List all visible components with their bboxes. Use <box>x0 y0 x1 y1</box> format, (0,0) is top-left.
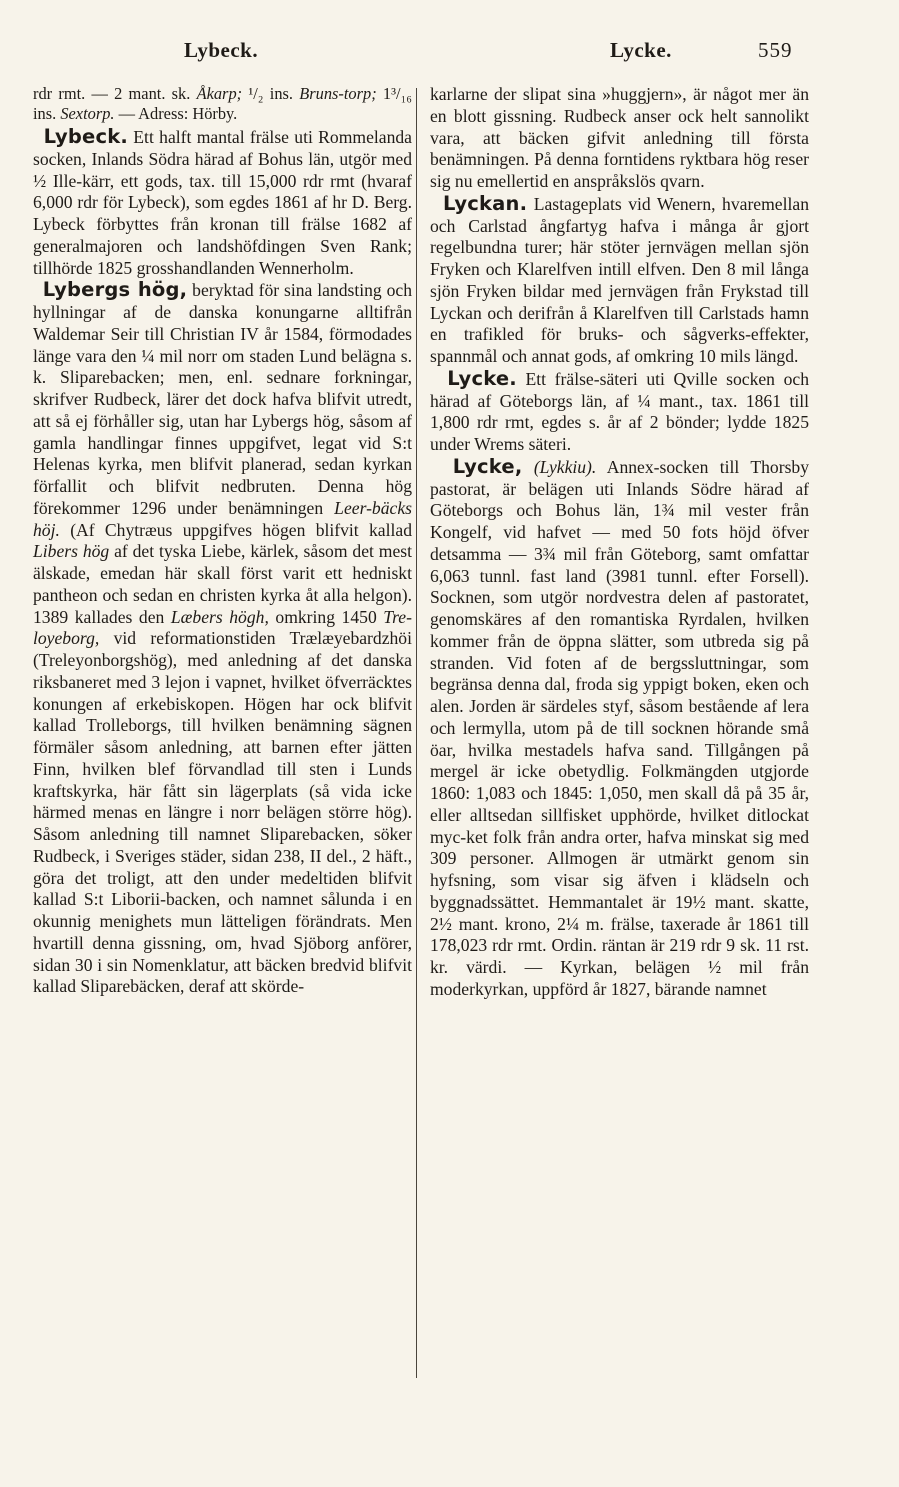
headword-lycke-2: Lycke, <box>452 454 523 478</box>
intro-text-1: rdr rmt. — 2 mant. sk. <box>33 84 197 103</box>
entry-lybergs-italic-d: Tre-loyeborg, <box>33 606 412 649</box>
entry-lycke-socken <box>430 456 809 1001</box>
entry-lycke-2-body: Annex-socken till Thorsby pastorat, är belägen uti Inlands Södre härad af Göteborgs och Bohus län, 1¾ mil vester från Kongelf, vid hafvet — med 50 fots höjd öfver detsamma — 3¾ mil från Göteborg, samt omfattar 6,063 tunnl. fast land (3981 tunnl. efter Forsell). Socknen, som utgör nordvestra delen af pastoratet, genomskäres af den romantiska Ryrdalen, hvilken kommer från de öppna slätter, som utbreda sig på stranden. Vid foten af de bergssluttningar, som begränsa denna dal, froda sig yppigt boken, eken och alen. Jorden är särdeles styf, såsom bestående af lera och lermylla, utom på de till socknen hörande små öar, hvilka mestadels hafva sand. Tillgången på mergel är icke obetydlig. Folkmängden utgjorde 1860: 1,083 och 1845: 1,050, men skall då på 35 år, eller alltsedan sillfisket upphörde, hvilket ditlockat myc-ket folk från andra orter, hafva minskat sig med 309 personer. Allmogen är utmärkt genom sin hyfsning, som visar sig äfven i klädseln och byggnadssättet. Hemmantalet är 19½ mant. skatte, 2½ mant. krono, 2¼ m. frälse, taxerade år 1861 till 178,023 rdr rmt. Ordin. räntan är 219 rdr 9 sk. 11 rst. kr. värdi. — Kyrkan, belägen ½ mil från moderkyrkan, uppförd år 1827, bärande namnet <box>430 456 810 999</box>
entry-lybeck <box>33 126 412 279</box>
headword-lycke-1: Lycke. <box>447 366 517 390</box>
left-running-head: Lybeck. <box>184 38 259 62</box>
entry-lycke-1-body: Ett frälse-säteri uti Qville socken och härad af Göteborgs län, af ¼ mant., tax. 1861 till 1,800 rdr rmt, egdes s. år af 2 bönder; lydde 1825 under Wrems säteri. <box>430 368 810 454</box>
intro-italic-brunstorp: Bruns-torp; <box>299 84 383 103</box>
headword-lybeck: Lybeck. <box>43 125 128 148</box>
entry-lybergs-italic-b: Libers hög <box>33 541 110 562</box>
headword-lycke-2-alt: (Lykkiu). <box>533 456 597 477</box>
page-number: 559 <box>758 38 793 62</box>
entry-lybergs-hog <box>33 279 412 998</box>
intro-italic-akarp: Åkarp; <box>196 84 249 103</box>
intro-fraction-1: ¹/₂ <box>248 84 264 103</box>
entry-lybergs-italic-a: Leer-bäcks höj. <box>33 497 412 540</box>
running-header <box>0 38 899 70</box>
entry-lybergs-italic-c: Læbers högh, <box>170 606 269 627</box>
column-divider <box>416 88 417 1378</box>
intro-italic-sextorp: Sextorp. <box>60 104 115 123</box>
intro-fraction-2: 1³/₁₆ <box>382 84 412 103</box>
intro-address: — Adress: Hörby. <box>114 104 238 123</box>
entry-lybergs-body-1: beryktad för sina landsting och hyllningar af de danska konungarne alltifrån Waldemar Seir till Christian IV år 1584, förmodades länge vara den ¼ mil norr om staden Lund belägna s. k. Sliparebacken; men, enl. sednare forkningar, skrifver Rudbeck, lärer det dock hafva blifvit utredt, att så ej förhåller sig, utan har Lybergs hög, såsom af gamla handlingar finnes uppgifvet, legat vid S:t Helenas kyrka, men blifvit planerad, sedan kyrkan förfallit och blifvit nedbruten. Denna hög förekommer 1296 under benämningen <box>33 280 412 518</box>
right-column <box>430 84 809 1001</box>
intro-paragraph <box>33 84 412 124</box>
continuation-paragraph: karlarne der slipat sina »huggjern», är något mer än en blott gissning. Rudbeck anser ock helt sannolikt vara, att bäcken gifvit anledning till första benämningen. På denna forntidens ryktbara hög reser sig nu emellertid en anspråkslös qvarn. <box>430 84 809 191</box>
entry-lybergs-body-2: (Af Chytræus uppgifves högen blifvit kallad <box>59 519 412 540</box>
entry-lyckan <box>430 193 809 368</box>
intro-text-3: ins. <box>33 104 61 123</box>
headword-lybergs-hog: Lybergs hög, <box>42 278 188 302</box>
left-column <box>33 84 412 998</box>
entry-lybergs-body-3: af det tyska Liebe, kärlek, såsom det mest älskade, emedan här skall först varit ett hedniskt pantheon och sedan en christen kyrka åt alla helgon). 1389 kallades den <box>33 541 412 627</box>
entry-lyckan-body: Lastageplats vid Wenern, hvaremellan och Carlstad ångfartyg hafva i många år gjort regelbundna turer; här stöter jernvägen mellan sjön Fryken och Klarelfven intill elfven. Den 8 mil långa sjön Fryken bildar med jernvägen från Frykstad till Lyckan och derifrån å Klarelfven till Carlstads hamn en trafikled för bruks- och sågverks-effekter, spannmål och annat gods, af omkring 10 mils längd. <box>430 193 809 366</box>
entry-lybergs-body-4: omkring 1450 <box>268 606 384 627</box>
intro-text-2: ins. <box>263 84 300 103</box>
entry-lybeck-body: Ett halft mantal frälse uti Rommelanda socken, Inlands Södra härad af Bohus län, utgör med ½ Ille-kärr, ett gods, tax. till 15,000 rdr rmt (hvaraf 6,000 rdr för Lybeck), som egdes 1861 af hr D. Berg. Lybeck förbyttes från kronan till frälse 1682 af generalmajoren och landshöfdingen Sven Rank; tillhörde 1825 grosshandlanden Wennerholm. <box>33 127 412 278</box>
entry-lycke-saeteri <box>430 368 809 456</box>
right-running-head: Lycke. <box>610 38 672 62</box>
headword-lyckan: Lyckan. <box>443 191 528 215</box>
entry-lybergs-body-5: vid reformationstiden Trælæyebardzhöi (Treleyonborgshög), med anledning af det danska riksbaneret med 3 lejon i vapnet, hvilket öfverräcktes konungen af erkebiskopen. Högen har ock blifvit kallad Trolleborgs, till hvilken benämning sägnen förmäler såsom anledning, att barnen efter jätten Finn, hvilken blef förvandlad till sten i Lunds kraftskyrka, här fått sin lägerplats (så vida icke härmed menas en längre i norr belägen större hög). Såsom anledning till namnet Sliparebacken, söker Rudbeck, i Sveriges städer, sidan 238, II del., 2 häft., göra det troligt, att den under medeltiden blifvit kallad S:t Liborii-backen, och namnet sålunda i en okunnig menighets mun lätteligen förändrats. Men hvartill denna gissning, om, hvad Sjöborg anförer, sidan 30 i sin Nomenklatur, att bäcken bredvid blifvit kallad Sliparebäcken, deraf att skörde- <box>33 628 412 997</box>
